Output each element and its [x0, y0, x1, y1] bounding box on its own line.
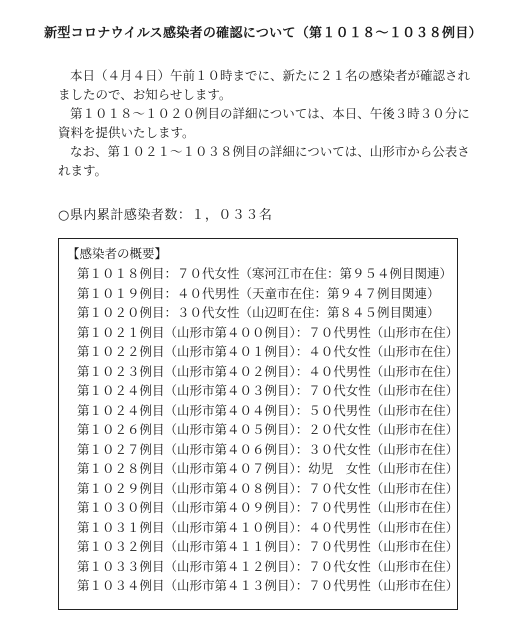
- case-item: 第１０１８例目：７０代女性（寒河江市在住：第９５４例目関連）: [77, 266, 453, 281]
- case-item: 第１０３２例目（山形市第４１１例目）：７０代男性（山形市在住）: [77, 539, 459, 554]
- case-item: 第１０２３例目（山形市第４０２例目）：４０代男性（山形市在住）: [77, 363, 459, 379]
- paragraph-announcement: 本日（４月４日）午前１０時までに、新たに２１名の感染者が確認されましたので、お知らせします。: [58, 68, 471, 102]
- case-summary-header: 【感染者の概要】: [67, 246, 168, 261]
- document-title: 新型コロナウイルス感染者の確認について（第１０１８～１０３８例目）: [44, 26, 482, 41]
- case-summary-box: [58, 238, 458, 610]
- case-item: 第１０２０例目：３０代女性（山辺町在住：第８４５例目関連）: [77, 305, 440, 320]
- case-item: 第１０２４例目（山形市第４０４例目）：５０代男性（山形市在住）: [77, 402, 459, 418]
- paragraph-materials: 第１０１８～１０２０例目の詳細については、本日、午後３時３０分に資料を提供いたします。: [58, 106, 470, 140]
- case-item: 第１０３１例目（山形市第４１０例目）：４０代男性（山形市在住）: [77, 519, 459, 535]
- case-item: 第１０２４例目（山形市第４０３例目）：７０代女性（山形市在住）: [77, 383, 459, 398]
- case-list: [77, 264, 458, 596]
- case-item: 第１０２６例目（山形市第４０５例目）：２０代女性（山形市在住）: [77, 422, 459, 437]
- case-item: 第１０２２例目（山形市第４０１例目）：４０代女性（山形市在住）: [77, 344, 459, 359]
- paragraph-yamagata-city: なお、第１０２１～１０３８例目の詳細については、山形市から公表されます。: [58, 144, 470, 178]
- cumulative-count: ○県内累計感染者数：１，０３３名: [58, 208, 273, 223]
- case-item: 第１０２１例目（山形市第４００例目）：７０代男性（山形市在住）: [77, 324, 459, 340]
- case-item: 第１０２８例目（山形市第４０７例目）：幼児 女性（山形市在住）: [77, 461, 459, 476]
- case-item: 第１０２９例目（山形市第４０８例目）：７０代女性（山形市在住）: [77, 480, 459, 496]
- case-item: 第１０３０例目（山形市第４０９例目）：７０代男性（山形市在住）: [77, 500, 459, 515]
- case-item: 第１０３４例目（山形市第４１３例目）：７０代男性（山形市在住）: [77, 578, 459, 593]
- case-item: 第１０３３例目（山形市第４１２例目）：７０代女性（山形市在住）: [77, 558, 459, 574]
- case-item: 第１０２７例目（山形市第４０６例目）：３０代女性（山形市在住）: [77, 441, 459, 457]
- case-item: 第１０１９例目：４０代男性（天童市在住：第９４７例目関連）: [77, 285, 440, 301]
